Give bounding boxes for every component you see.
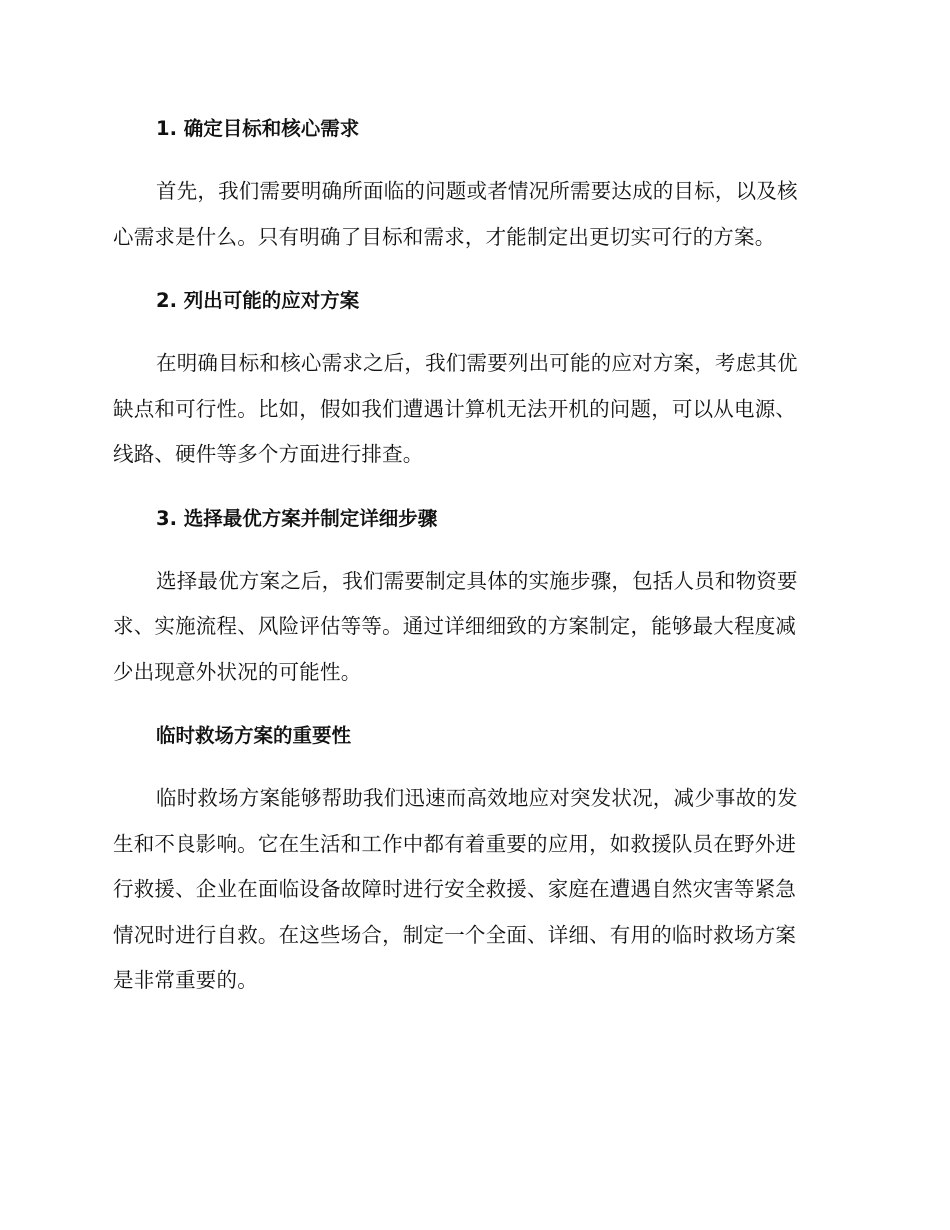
document-page	[113, 113, 837, 1004]
paragraph-line: 求、实施流程、风险评估等等。通过详细细致的方案制定，能够最大程度减	[113, 614, 797, 638]
section-paragraph-2	[113, 341, 837, 478]
paragraph-line: 缺点和可行性。比如，假如我们遭遇计算机无法开机的问题，可以从电源、	[113, 396, 797, 421]
paragraph-line: 心需求是什么。只有明确了目标和需求，才能制定出更切实可行的方案。	[113, 224, 776, 249]
paragraph-line: 生和不良影响。它在生活和工作中都有着重要的应用，如救援队员在野外进	[113, 831, 797, 856]
paragraph-line: 是非常重要的。	[113, 968, 258, 992]
section-heading-3: 3. 选择最优方案并制定详细步骤	[156, 506, 438, 530]
section-paragraph-1	[113, 169, 837, 260]
paragraph-line: 首先，我们需要明确所面临的问题或者情况所需要达成的目标，以及核	[156, 179, 798, 203]
paragraph-line: 选择最优方案之后，我们需要制定具体的实施步骤，包括人员和物资要	[156, 568, 798, 593]
section-heading-2: 2. 列出可能的应对方案	[156, 289, 360, 312]
section-heading-1: 1. 确定目标和核心需求	[156, 117, 360, 140]
paragraph-line: 线路、硬件等多个方面进行排查。	[113, 442, 424, 466]
section-paragraph-3	[113, 559, 837, 696]
paragraph-line: 少出现意外状况的可能性。	[113, 659, 362, 684]
section-heading-4: 临时救场方案的重要性	[156, 724, 352, 747]
paragraph-line: 在明确目标和核心需求之后，我们需要列出可能的应对方案，考虑其优	[156, 351, 798, 375]
paragraph-line: 行救援、企业在面临设备故障时进行安全救援、家庭在遭遇自然灾害等紧急	[113, 877, 797, 901]
section-paragraph-4	[113, 776, 837, 1004]
paragraph-line: 临时救场方案能够帮助我们迅速而高效地应对突发状况，减少事故的发	[156, 786, 798, 810]
paragraph-line: 情况时进行自救。在这些场合，制定一个全面、详细、有用的临时救场方案	[113, 922, 797, 947]
